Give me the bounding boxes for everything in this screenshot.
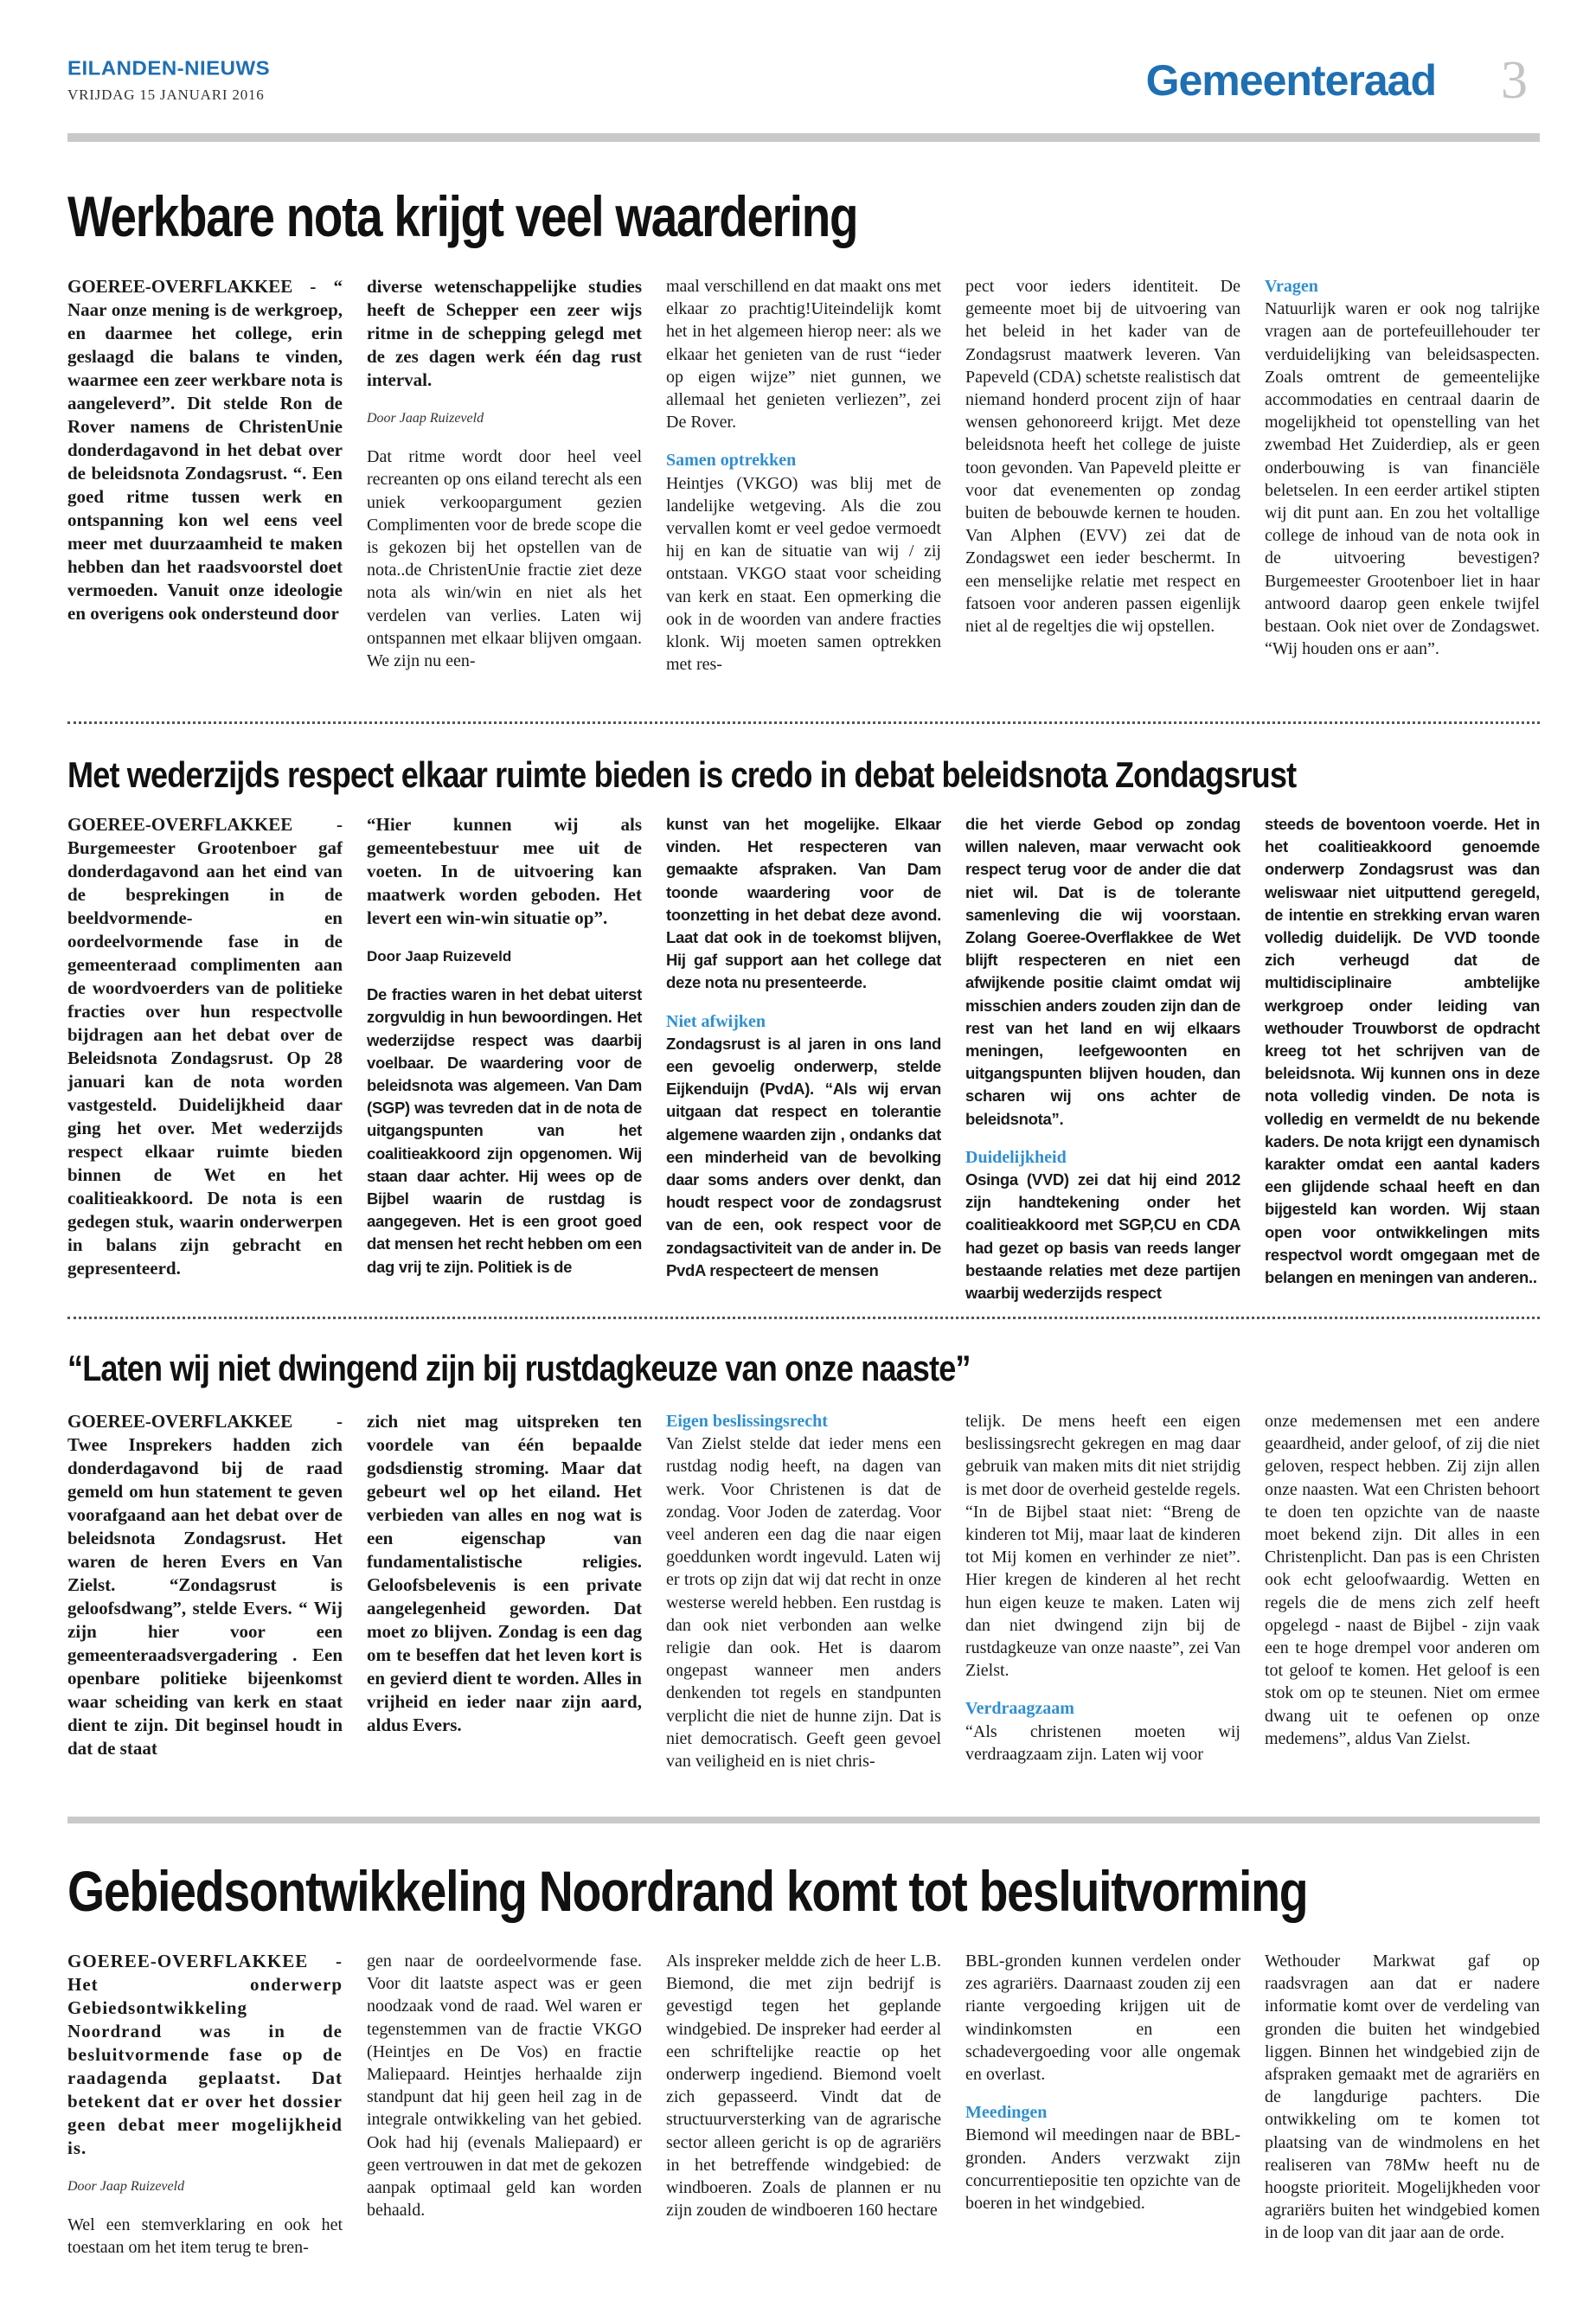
article2-byline: Door Jaap Ruizeveld <box>367 948 512 965</box>
article1-col4-text: pect voor ieders identiteit. De gemeente moet bij de uitvoering van het beleid in het kader van de Zondagsrust maatwerk leveren. Van Papeveld (CDA) schetste realistisch dat niemand honderd procent zijn of haar wensen gehonoreerd krijgt. Met deze beleidsnota heeft het college de juiste toon gevonden. Van Papeveld pleitte er voor dat evenementen op zondag buiten de bebouwde kernen te houden. Van Alphen (EVV) zei dat de Zondagswet een ieder beschermt. In een menselijke relatie met respect en fatsoen voor anderen passen eigenlijk niet al de regeltjes die wij opstellen. <box>965 277 1240 637</box>
article4-col2 <box>367 1950 642 2221</box>
article1-col3-text-a: maal verschillend en dat maakt ons met elkaar zo prachtig!Uiteindelijk komt het in het algemeen hierop neer: als we elkaar het genieten van de rust “ieder op eigen wijze” niet gunnen, we allemaal het genieten verliezen”, zei De Rover. <box>666 277 941 433</box>
article2-subhead-duidelijkheid: Duidelijkheid <box>965 1147 1067 1167</box>
article3-col5 <box>1265 1410 1540 1750</box>
divider-dotted-1 <box>67 721 1540 724</box>
article3-col4-text-b: “Als christenen moeten wij verdraagzaam zijn. Laten wij voor <box>965 1721 1240 1764</box>
article3-col2-text: zich niet mag uitspreken ten voordele van één bepaalde godsdienstig stroming. Maar dat gebeurt wel op het eiland. Het verbieden van alles en nog wat is een eigenschap van fundamentalistische religies. Geloofsbelevenis is een private aangelegenheid geworden. Dat moet zo blijven. Zondag is een dag om te beseffen dat het leven kort is en gevierd dient te worden. Alles in vrijheid en ieder naar zijn aard, aldus Evers. <box>367 1411 642 1735</box>
article4-headline: Gebiedsontwikkeling Noordrand komt tot besluitvorming <box>67 1859 1308 1923</box>
masthead <box>67 51 1538 140</box>
article1-col4 <box>965 275 1240 638</box>
article4-col1 <box>67 1950 343 2259</box>
article4-byline: Door Jaap Ruizeveld <box>67 2179 185 2194</box>
article2-col2 <box>367 813 642 1279</box>
article2-col4-text-b: Osinga (VVD) zei dat hij eind 2012 zijn handtekening onder het coalitieakkoord met SGP,CU en CDA had gezet op basis van reeds langer bestaande relaties met deze partijen waarbij wederzijds respect <box>965 1170 1240 1303</box>
article4-col4-text-a: BBL-gronden kunnen verdelen onder zes agrariërs. Daarnaast zouden zij een riante vergoeding krijgen uit de windinkomsten en een schadevergoeding voor alle ongemak en overlast. <box>965 1952 1240 2085</box>
article1-subhead-vragen: Vragen <box>1265 277 1318 296</box>
article4-subhead-meedingen: Meedingen <box>965 2103 1048 2123</box>
article1-col3-text-b: Heintjes (VKGO) was blij met de landelijke wetgeving. Als die zou vervallen komt er veel gedoe vermoedt hij en kan de situatie van wij / zij ontstaan. VKGO staat voor scheiding van kerk en staat. Een opmerking die ook in de woorden van andere fracties klonk. Wij moeten samen optrekken met res- <box>666 473 941 675</box>
article1-col2 <box>367 275 642 672</box>
article2-col1-text: GOEREE-OVERFLAKKEE - Burgemeester Grootenboer gaf donderdagavond aan het eind van de besprekingen in de beeldvormende- en oordeelvormende fase in de gemeenteraad complimenten aan de woordvoerders van de politieke fracties over hun respectvolle bijdragen aan het debat over de Beleidsnota Zondagsrust. Op 28 januari kan de nota worden vastgesteld. Duidelijkheid daar ging het over. Met wederzijds respect elkaar ruimte bieden binnen de Wet en het coalitieakkoord. De nota is een gedegen stuk, waarin onderwerpen in balans zijn gebracht en gepresenteerd. <box>67 814 343 1279</box>
article4-col3 <box>666 1950 941 2221</box>
article3-col5-text: onze medemensen met een andere geaardheid, ander geloof, of zij die niet geloven, respect hebben. Zij zijn allen onze naasten. Wat een Christen behoort te doen ten opzichte van de naaste moet bekend zijn. Dit alles in een Christenplicht. Dan pas is een Christen ook echt geloofwaardig. Wetten en regels die de mens zich zelf heeft opgelegd - naast de Bijbel - zijn vaak een te hoge drempel voor anderen om tot geloof te komen. Het geloof is een stok om op te steunen. Niet om ermee dwang uit te oefenen op onze medemens”, aldus Van Zielst. <box>1265 1412 1540 1748</box>
article4-col4-text-b: Biemond wil meedingen naar de BBL-gronden. Anders verzwakt zijn concurrentiepositie ten opzichte van de boeren in het windgebied. <box>965 2125 1240 2214</box>
issue-date: VRIJDAG 15 JANUARI 2016 <box>67 87 265 103</box>
article3-col1-text: GOEREE-OVERFLAKKEE - Twee Insprekers hadden zich donderdagavond bij de raad gemeld om hun statement te geven voorafgaand aan het debat over de beleidsnota Zondagsrust. Het waren de heren Evers en Van Zielst. “Zondagsrust is geloofsdwang”, stelde Evers. “ Wij zijn hier voor een gemeenteraadsvergadering . Een openbare politieke bijeenkomst waar scheiding van kerk en staat dient te zijn. Dit beginsel houdt in dat de staat <box>67 1411 343 1759</box>
article2-col3-text-b: Zondagsrust is al jaren in ons land een gevoelig onderwerp, stelde Eijkenduijn (PvdA). “Als wij ervan uitgaan dat respect en tolerantie algemene waarden zijn , ondanks dat een minderheid van de bevolking daar soms anders over denkt, dan houdt respect voor de zondagsrust van de een, ook respect voor de zondagsactiviteit van de ander in. De PvdA respecteert de mensen <box>666 1034 941 1279</box>
section-title: Gemeenteraad <box>1145 56 1436 105</box>
article1-col2-body: Dat ritme wordt door heel veel recreanten op ons eiland terecht als een uniek verkoopargument gezien Complimenten voor de brede scope die is gekozen bij het opstellen van de nota..de ChristenUnie fractie ziet deze nota als win/win en niet als het verdelen van verlies. Laten wij ontspannen met elkaar blijven omgaan. We zijn nu een- <box>367 447 642 671</box>
article1-col1 <box>67 275 343 625</box>
newspaper-logo: EILANDEN-NIEUWS <box>67 57 271 80</box>
article3-headline: “Laten wij niet dwingend zijn bij rustdagkeuze van onze naaste” <box>67 1348 971 1388</box>
article4-col5 <box>1265 1950 1540 2245</box>
article2-col4 <box>965 813 1240 1304</box>
article2-headline: Met wederzijds respect elkaar ruimte bieden is credo in debat beleidsnota Zondagsrust <box>67 754 1297 795</box>
article3-col2 <box>367 1410 642 1737</box>
article1-headline: Werkbare nota krijgt veel waardering <box>67 184 858 248</box>
article2-col1 <box>67 813 343 1280</box>
article1-col1-text: GOEREE-OVERFLAKKEE - “ Naar onze mening is de werkgroep, en daarmee het college, erin geslaagd die balans te vinden, waarmee een zeer werkbare nota is aangeleverd”. Dit stelde Ron de Rover namens de ChristenUnie donderdagavond in het debat over de beleidsnota Zondagsrust. “. Een goed ritme tussen werk en ontspanning kon wel eens veel meer met duurzaamheid te maken hebben dan het raadsvoorstel doet vermoeden. Vanuit onze ideologie en overigens ook ondersteund door <box>67 276 343 624</box>
article4-col1-lead: GOEREE-OVERFLAKKEE - Het onderwerp Gebiedsontwikkeling Noordrand was in de besluitvormende fase op de raadagenda geplaatst. Dat betekent dat er over het dossier geen debat meer mogelijkheid is. <box>67 1951 343 2158</box>
article2-col4-text-a: die het vierde Gebod op zondag willen naleven, maar verwacht ook respect terug voor de ander die dat niet wil. Dat is de tolerante samenleving die wij voorstaan. Zolang Goeree-Overflakkee de Wet blijft respecteren en niet een afwijkende positie claimt omdat wij misschien anders zouden zijn dan de rest van het land en wij elkaars meningen, leefgewoonten en uitgangspunten blijven houden, dan scharen wij ons achter de beleidsnota”. <box>965 815 1240 1128</box>
article1-byline: Door Jaap Ruizeveld <box>367 411 484 426</box>
article3-col4 <box>965 1410 1240 1766</box>
divider-gray <box>67 1817 1540 1823</box>
article3-col3 <box>666 1410 941 1772</box>
divider-dotted-2 <box>67 1317 1540 1319</box>
article2-subhead-niet-afwijken: Niet afwijken <box>666 1011 766 1031</box>
top-rule <box>67 133 1540 142</box>
page-number: 3 <box>1501 51 1528 110</box>
article3-col1 <box>67 1410 343 1760</box>
article3-subhead-eigen: Eigen beslissingsrecht <box>666 1412 828 1431</box>
article2-col2-body: De fracties waren in het debat uiterst zorgvuldig in hun bewoordingen. Het wederzijdse respect was daarbij voelbaar. De waardering voor de beleidsnota was algemeen. Van Dam (SGP) was tevreden dat in de nota de uitgangspunten van het coalitieakkoord zijn opgenomen. Wij staan daar achter. Hij wees op de Bijbel waarin de rustdag is aangegeven. Het is een groot goed dat mensen het recht hebben om een dag vrij te zijn. Politiek is de <box>367 985 642 1276</box>
article1-col5-text: Natuurlijk waren er ook nog talrijke vragen aan de portefeuillehouder ter verduidelijking van beleidsaspecten. Zoals omtrent de gemeentelijke accommodaties en centraal daarin de mogelijkheid tot openstelling van het zwembad Het Zuiderdiep, als er geen onderbouwing is van financiële beletselen. In een eerder artikel stipten wij dit punt aan. En zou het voltallige college de inhoud van de nota ook in de uitvoering bevestigen? Burgemeester Grootenboer liet in haar antwoord daarop geen enkele twijfel bestaan. Ook niet over de Zondagswet. “Wij houden ons er aan”. <box>1265 299 1540 659</box>
article2-col5 <box>1265 813 1540 1289</box>
article4-col1-body: Wel een stemverklaring en ook het toestaan om het item terug te bren- <box>67 2215 343 2258</box>
article4-col5-text: Wethouder Markwat gaf op raadsvragen aan dat er nadere informatie komt over de verdeling van gronden die buiten het windgebied liggen. Binnen het windgebied zijn de afspraken gemaakt met de agrariërs en de langdurige pachters. Die ontwikkeling om te komen tot plaatsing van de windmolens en het realiseren van 78Mw heeft nu de hoogste prioriteit. Mogelijkheden voor agrariërs buiten het windgebied komen in de loop van dit jaar aan de orde. <box>1265 1952 1540 2243</box>
article4-col2-text: gen naar de oordeelvormende fase. Voor dit laatste aspect was er geen noodzaak vond de raad. Wel waren er tegenstemmen van de fractie VKGO (Heintjes en De Vos) en fractie Maliepaard. Heintjes herhaalde zijn standpunt dat hij geen heil zag in de integrale ontwikkeling van het gebied. Ook had hij (evenals Maliepaard) er geen vertrouwen in dat met de gekozen aanpak optimaal geld kan worden behaald. <box>367 1952 642 2221</box>
article1-col5 <box>1265 275 1540 660</box>
article1-subhead-samen: Samen optrekken <box>666 451 797 471</box>
article1-col2-lead: diverse wetenschappelijke studies heeft de Schepper een zeer wijs ritme in de schepping gelegd met de zes dagen werk één dag rust interval. <box>367 276 642 390</box>
article2-col3 <box>666 813 941 1282</box>
article2-col2-lead: “Hier kunnen wij als gemeentebestuur mee uit de voeten. In de uitvoering kan maatwerk worden geboden. Het levert een win-win situatie op”. <box>367 814 642 928</box>
article2-col3-text-a: kunst van het mogelijke. Elkaar vinden. Het respecteren van gemaakte afspraken. Van Dam toonde waardering voor de toonzetting in het debat deze avond. Laat dat ook in de toekomst blijven, Hij gaf support aan het college dat deze nota nu presenteerde. <box>666 815 941 992</box>
article4-col3-text: Als inspreker meldde zich de heer L.B. Biemond, die met zijn bedrijf is gevestigd tegen het geplande windgebied. De inspreker had eerder al een schriftelijke reactie op het onderwerp ingediend. Biemond voelt zich gepasseerd. Vindt dat de structuurversterking van de agrarische sector alleen gericht is op de agrariërs in het betreffende windgebied: de windboeren. Zoals de plannen er nu zijn zouden de windboeren 160 hectare <box>666 1952 941 2221</box>
article4-col4 <box>965 1950 1240 2214</box>
article2-col5-text: steeds de boventoon voerde. Het in het coalitieakkoord genoemde onderwerp Zondagsrust was dan weliswaar niet uitputtend geregeld, de intentie en strekking ervan waren volledig duidelijk. De VVD toonde zich verheugd dat de multidisciplinaire ambtelijke werkgroep onder leiding van wethouder Trouwborst de opdracht kreeg tot het schrijven van de beleidsnota. Wij kunnen ons in deze nota volledig vinden. De nota is volledig en vermeldt de nu bekende kaders. De nota krijgt een dynamisch karakter omdat een aantal kaders een glijdende schaal heeft en dan bijgesteld kan worden. Wij staan open voor ontwikkelingen mits respectvol wordt omgegaan met de belangen en meningen van anderen.. <box>1265 815 1540 1287</box>
article1-col3 <box>666 275 941 676</box>
article3-col3-text: Van Zielst stelde dat ieder mens een rustdag nodig heeft, na dagen van werk. Voor Christenen is dat de zondag. Voor Joden de zaterdag. Voor veel anderen een dag die naar eigen goeddunken wordt ingevuld. Laten wij er trots op zijn dat wij dat recht in onze westerse wereld hebben. Een rustdag is dan ook niet verbonden aan welke religie dan ook. Het is daarom ongepast wanneer men anders denkenden tot regels en standpunten verplicht die niet de hunne zijn. Dat is niet democratisch. Geeft geen gevoel van veiligheid en is niet chris- <box>666 1434 941 1772</box>
article3-col4-text-a: telijk. De mens heeft een eigen beslissingsrecht gekregen en mag daar gebruik van maken mits dit niet strijdig is met door de overheid gestelde regels. “In de Bijbel staat niet: “Breng de kinderen tot Mij, maar laat de kinderen tot Mij komen en verhinder ze niet”. Hier kregen de kinderen al het recht hun eigen keuze te maken. Laten wij dan niet dwingend zijn bij de rustdagkeuze van onze naaste”, zei Van Zielst. <box>965 1412 1240 1681</box>
article3-subhead-verdraagzaam: Verdraagzaam <box>965 1699 1074 1719</box>
